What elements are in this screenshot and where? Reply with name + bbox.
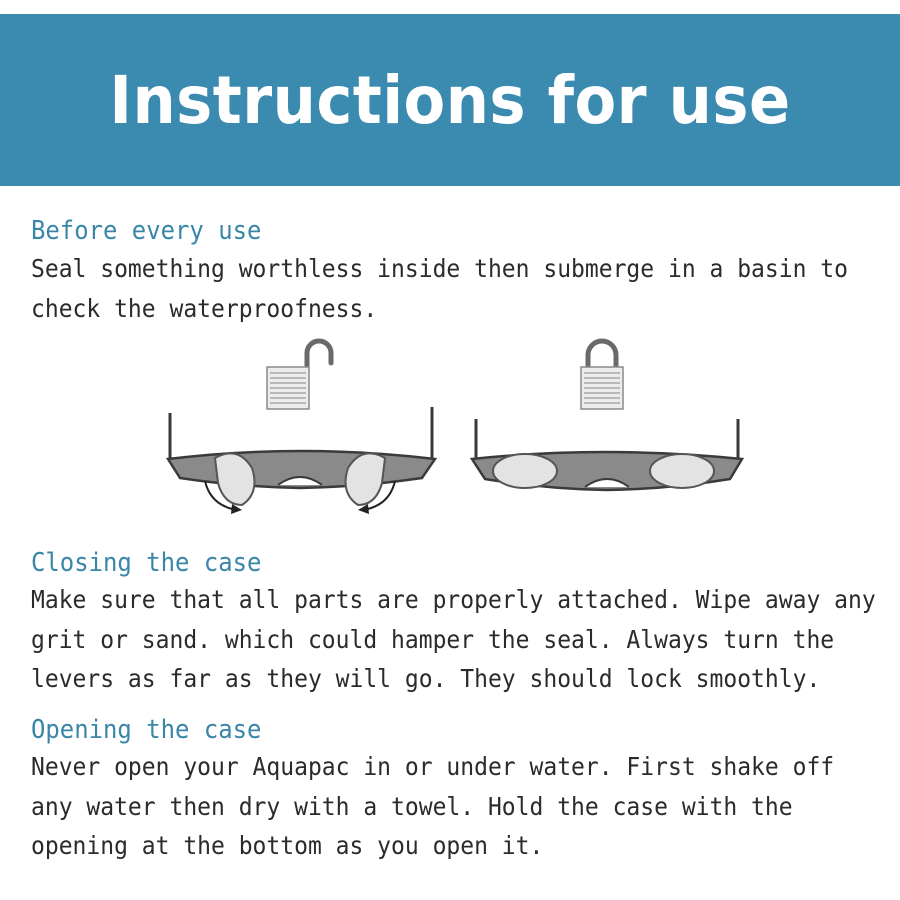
section-body	[31, 580, 876, 699]
body-line: levers as far as they will go. They should lock smoothly.	[31, 664, 821, 693]
body-line: Seal something worthless inside then submerge in a basin to	[31, 254, 848, 283]
section-before-every-use	[31, 214, 891, 328]
case-open-levers-icon	[168, 407, 435, 514]
section-body	[31, 747, 835, 866]
page-title: Instructions for use	[109, 61, 791, 139]
section-heading: Closing the case	[31, 548, 262, 578]
body-line: check the waterproofness.	[31, 293, 378, 323]
body-line: Make sure that all parts are properly attached. Wipe away any	[31, 585, 876, 614]
section-closing-the-case	[31, 546, 891, 699]
closure-illustration	[160, 333, 750, 528]
unlocked-padlock-icon	[267, 341, 331, 409]
section-body	[31, 249, 848, 328]
body-line: Never open your Aquapac in or under water. First shake off	[31, 752, 835, 781]
section-opening-the-case	[31, 713, 891, 866]
body-line: opening at the bottom as you open it.	[31, 831, 544, 860]
body-line: grit or sand. which could hamper the seal. Always turn the	[31, 624, 835, 654]
section-heading: Before every use	[31, 216, 262, 246]
section-heading: Opening the case	[31, 715, 262, 745]
body-line: any water then dry with a towel. Hold the case with the	[31, 791, 793, 821]
case-closed-levers-icon	[472, 419, 742, 490]
header-banner	[0, 14, 900, 186]
locked-padlock-icon	[581, 341, 623, 409]
